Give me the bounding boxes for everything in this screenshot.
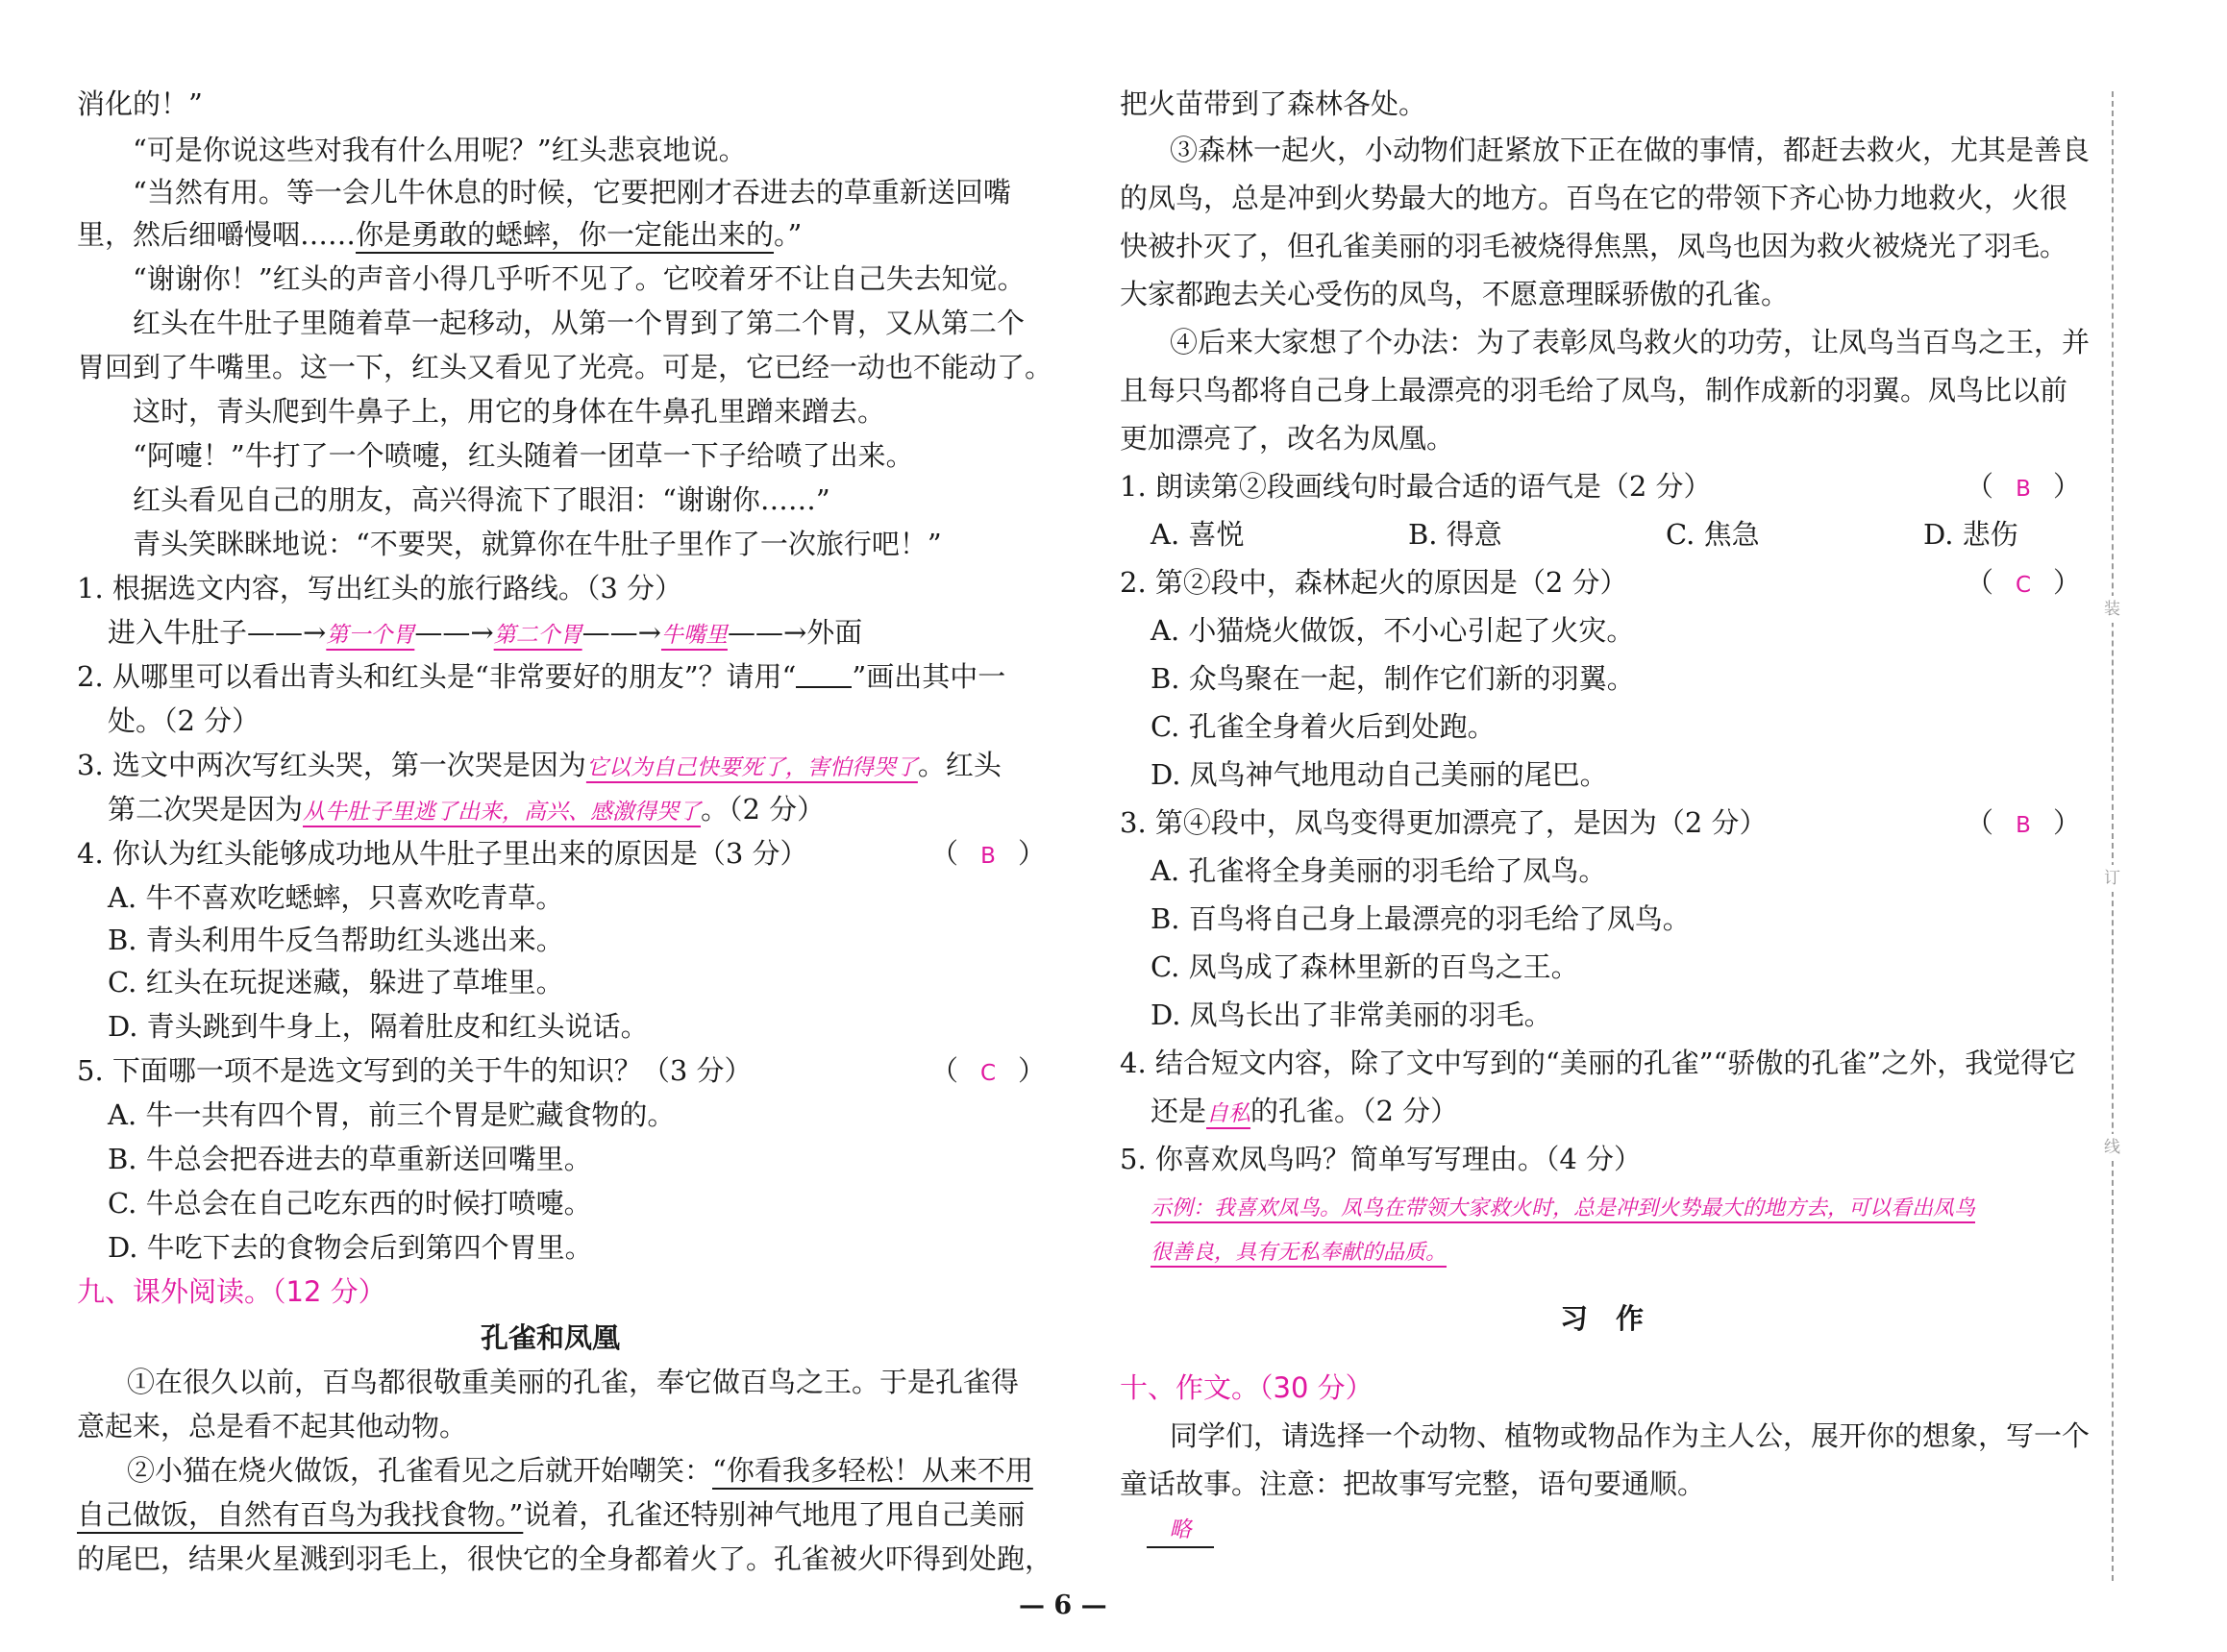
text-line: 这时，青头爬到牛鼻子上，用它的身体在牛鼻孔里蹭来蹭去。 [133,395,886,428]
paragraph-line [77,1495,1025,1534]
option: D. 凤鸟神气地甩动自己美丽的尾巴。 [1151,758,1608,791]
text-line: 红头看见自己的朋友，高兴得流下了眼泪：“谢谢你……” [133,483,830,516]
option: A. 牛一共有四个胃，前三个胃是贮藏食物的。 [108,1098,676,1131]
option: B. 牛总会把吞进去的草重新送回嘴里。 [108,1143,592,1175]
story-title: 孔雀和凤凰 [481,1321,621,1354]
text-line: “可是你说这些对我有什么用呢？”红头悲哀地说。 [133,134,747,166]
answer-choice: B [2016,477,2031,502]
text-line: 胃回到了牛嘴里。这一下，红头又看见了光亮。可是，它已经一动也不能动了。 [77,351,1053,383]
text-fragment: 。（2 分） [701,793,826,826]
option: B. 百鸟将自己身上最漂亮的羽毛给了凤鸟。 [1151,902,1691,935]
text-fragment: ②小猫在烧火做饭，孔雀看见之后就开始嘲笑： [127,1454,713,1487]
text-line: 红头在牛肚子里随着草一起移动，从第一个胃到了第二个胃，又从第二个 [133,307,1026,339]
text-fragment: 2. 从哪里可以看出青头和红头是“非常要好的朋友”？请用“ [77,660,797,693]
option: D. 青头跳到牛身上，隔着肚皮和红头说话。 [108,1010,649,1043]
answer-choice: B [980,844,996,869]
text-line: “谢谢你！”红头的声音小得几乎听不见了。它咬着牙不让自己失去知觉。 [133,262,1026,295]
text-fragment: 的孔雀。（2 分） [1250,1095,1459,1127]
option: A. 孔雀将全身美丽的羽毛给了凤鸟。 [1151,854,1607,887]
answer-blank: 从牛肚子里逃了出来，高兴、感激得哭了 [303,800,702,825]
arrow: ——→ [727,616,807,649]
arrow: ——→ [414,616,494,649]
option: D. 悲伤 [1923,518,2018,551]
question-4-stem: 4. 你认为红头能够成功地从牛肚子里出来的原因是（3 分） [77,837,808,870]
text-fragment: 。红头 [917,749,1002,781]
underlined-sentence: 你是勇敢的蟋蟀，你一定能出来的 [356,218,775,251]
answer-choice: C [2015,573,2032,598]
answer-blank: 自私 [1206,1101,1251,1126]
option: C. 孔雀全身着火后到处跑。 [1151,710,1496,743]
option: A. 小猫烧火做饭，不小心引起了火灾。 [1151,614,1635,647]
answer-bracket: （ C ） [1966,563,2081,604]
option: C. 红头在玩捉迷藏，躲进了草堆里。 [108,966,564,999]
question-2-line [77,657,1005,696]
option: B. 青头利用牛反刍帮助红头逃出来。 [108,924,564,956]
page-number: — 6 — [1019,1590,1107,1620]
question-3-stem: 3. 第④段中，凤鸟变得更加漂亮了，是因为（2 分） [1120,806,1768,839]
section-heading: 九、课外阅读。（12 分） [77,1275,386,1308]
arrow: ——→ [581,616,661,649]
underlined-sentence: “你看我多轻松！从来不用 [712,1454,1033,1487]
answer-blank: 它以为自己快要死了，害怕得哭了 [585,755,918,780]
answer-blank: 第二个胃 [493,623,582,648]
paragraph-line: ④后来大家想了个办法：为了表彰凤鸟救火的功劳，让凤鸟当百鸟之王，并 [1170,326,2091,358]
text-line: “当然有用。等一会儿牛休息的时候，它要把刚才吞进去的草重新送回嘴 [133,176,1011,209]
answer-choice: C [979,1061,997,1086]
route-start: 进入牛肚子 [108,616,248,649]
text-line [77,215,802,254]
paragraph-line: 意起来，总是看不起其他动物。 [77,1410,468,1442]
answer-bracket: （ B ） [930,834,1046,875]
question-1-stem: 1. 根据选文内容，写出红头的旅行路线。（3 分） [77,572,683,604]
question-5-stem: 5. 你喜欢凤鸟吗？简单写写理由。（4 分） [1120,1143,1643,1175]
option: A. 牛不喜欢吃蟋蟀，只喜欢吃青草。 [108,881,564,914]
paragraph-line: 快被扑灭了，但孔雀美丽的羽毛被烧得焦黑，凤鸟也因为救火被烧光了羽毛。 [1120,230,2068,262]
paragraph-line: 更加漂亮了，改名为凤凰。 [1120,422,1455,455]
option: A. 喜悦 [1151,518,1245,551]
underline-sample [796,661,852,688]
answer-blank: 牛嘴里 [660,623,728,648]
paragraph-line: 把火苗带到了森林各处。 [1120,87,1427,120]
option: D. 凤鸟长出了非常美丽的羽毛。 [1151,999,1552,1031]
answer-bracket: （ B ） [1966,803,2081,845]
question-2-line: 处。（2 分） [108,704,260,737]
answer-text: 很善良，具有无私奉献的品质。 [1151,1241,1448,1265]
question-1-stem: 1. 朗读第②段画线句时最合适的语气是（2 分） [1120,470,1712,503]
arrow: ——→ [247,616,327,649]
essay-answer [1147,1511,1214,1548]
paragraph-line: 童话故事。注意：把故事写完整，语句要通顺。 [1120,1467,1706,1500]
text-fragment: 第二次哭是因为 [108,793,304,826]
paragraph-line [127,1451,1033,1490]
paragraph-line: ①在很久以前，百鸟都很敬重美丽的孔雀，奉它做百鸟之王。于是孔雀得 [127,1366,1020,1398]
answer-choice: B [2016,813,2031,838]
text-fragment: 说着，孔雀还特别神气地甩了甩自己美丽 [523,1498,1026,1531]
paragraph-line: 的凤鸟，总是冲到火势最大的地方。百鸟在它的带领下齐心协力地救火，火很 [1120,182,2068,214]
underlined-sentence: 自己做饭，自然有百鸟为我找食物。” [77,1498,524,1531]
option: B. 众鸟聚在一起，制作它们新的羽翼。 [1151,662,1635,695]
text-fragment: ”画出其中一 [852,660,1006,693]
text-fragment: 里，然后细嚼慢咽…… [77,218,357,251]
answer-text: 示例：我喜欢凤鸟。凤鸟在带领大家救火时，总是冲到火势最大的地方去，可以看出凤鸟 [1151,1196,1976,1221]
question-4-line [1151,1092,1458,1133]
paragraph-line: 大家都跑去关心受伤的凤鸟，不愿意理睬骄傲的孔雀。 [1120,278,1790,310]
section-heading: 十、作文。（30 分） [1120,1371,1373,1404]
paragraph-line: 的尾巴，结果火星溅到羽毛上，很快它的全身都着火了。孔雀被火吓得到处跑， [77,1542,1053,1575]
question-5-stem: 5. 下面哪一项不是选文写到的关于牛的知识？（3 分） [77,1054,753,1087]
question-3-line [77,746,1002,787]
cut-mark: 订 [2104,865,2120,892]
option: C. 凤鸟成了森林里新的百鸟之王。 [1151,950,1579,983]
route-end: 外面 [806,616,863,649]
question-4-line: 4. 结合短文内容，除了文中写到的“美丽的孔雀”“骄傲的孔雀”之外，我觉得它 [1120,1047,2077,1079]
question-3-line [108,790,825,831]
xizuo-heading: 习 作 [1560,1302,1645,1335]
paragraph-line: 且每只鸟都将自己身上最漂亮的羽毛给了凤鸟，制作成新的羽翼。凤鸟比以前 [1120,374,2068,407]
paragraph-line: 同学们，请选择一个动物、植物或物品作为主人公，展开你的想象，写一个 [1170,1419,2091,1452]
cut-mark: 线 [2104,1134,2120,1161]
question-2-stem: 2. 第②段中，森林起火的原因是（2 分） [1120,566,1628,599]
text-line: 青头笑眯眯地说：“不要哭，就算你在牛肚子里作了一次旅行吧！” [133,528,942,560]
text-fragment: 还是 [1151,1095,1207,1127]
option: D. 牛吃下去的食物会后到第四个胃里。 [108,1231,593,1264]
paragraph-line: ③森林一起火，小动物们赶紧放下正在做的事情，都赶去救火，尤其是善良 [1170,134,2091,166]
option: C. 牛总会在自己吃东西的时候打喷嚏。 [108,1187,592,1220]
answer-bracket: （ C ） [930,1051,1046,1093]
text-fragment: 。” [774,218,803,251]
answer-text: 略 [1169,1517,1192,1542]
text-fragment: 3. 选文中两次写红头哭，第一次哭是因为 [77,749,586,781]
text-line: 消化的！” [77,87,203,120]
binding-cut-line [2112,91,2114,1581]
question-1-route [108,613,862,654]
option: B. 得意 [1408,518,1502,551]
option: C. 焦急 [1666,518,1760,551]
answer-bracket: （ B ） [1966,467,2081,508]
answer-blank: 第一个胃 [326,623,415,648]
cut-mark: 装 [2104,596,2120,623]
text-line: “阿嚏！”牛打了一个喷嚏，红头随着一团草一下子给喷了出来。 [133,439,914,472]
